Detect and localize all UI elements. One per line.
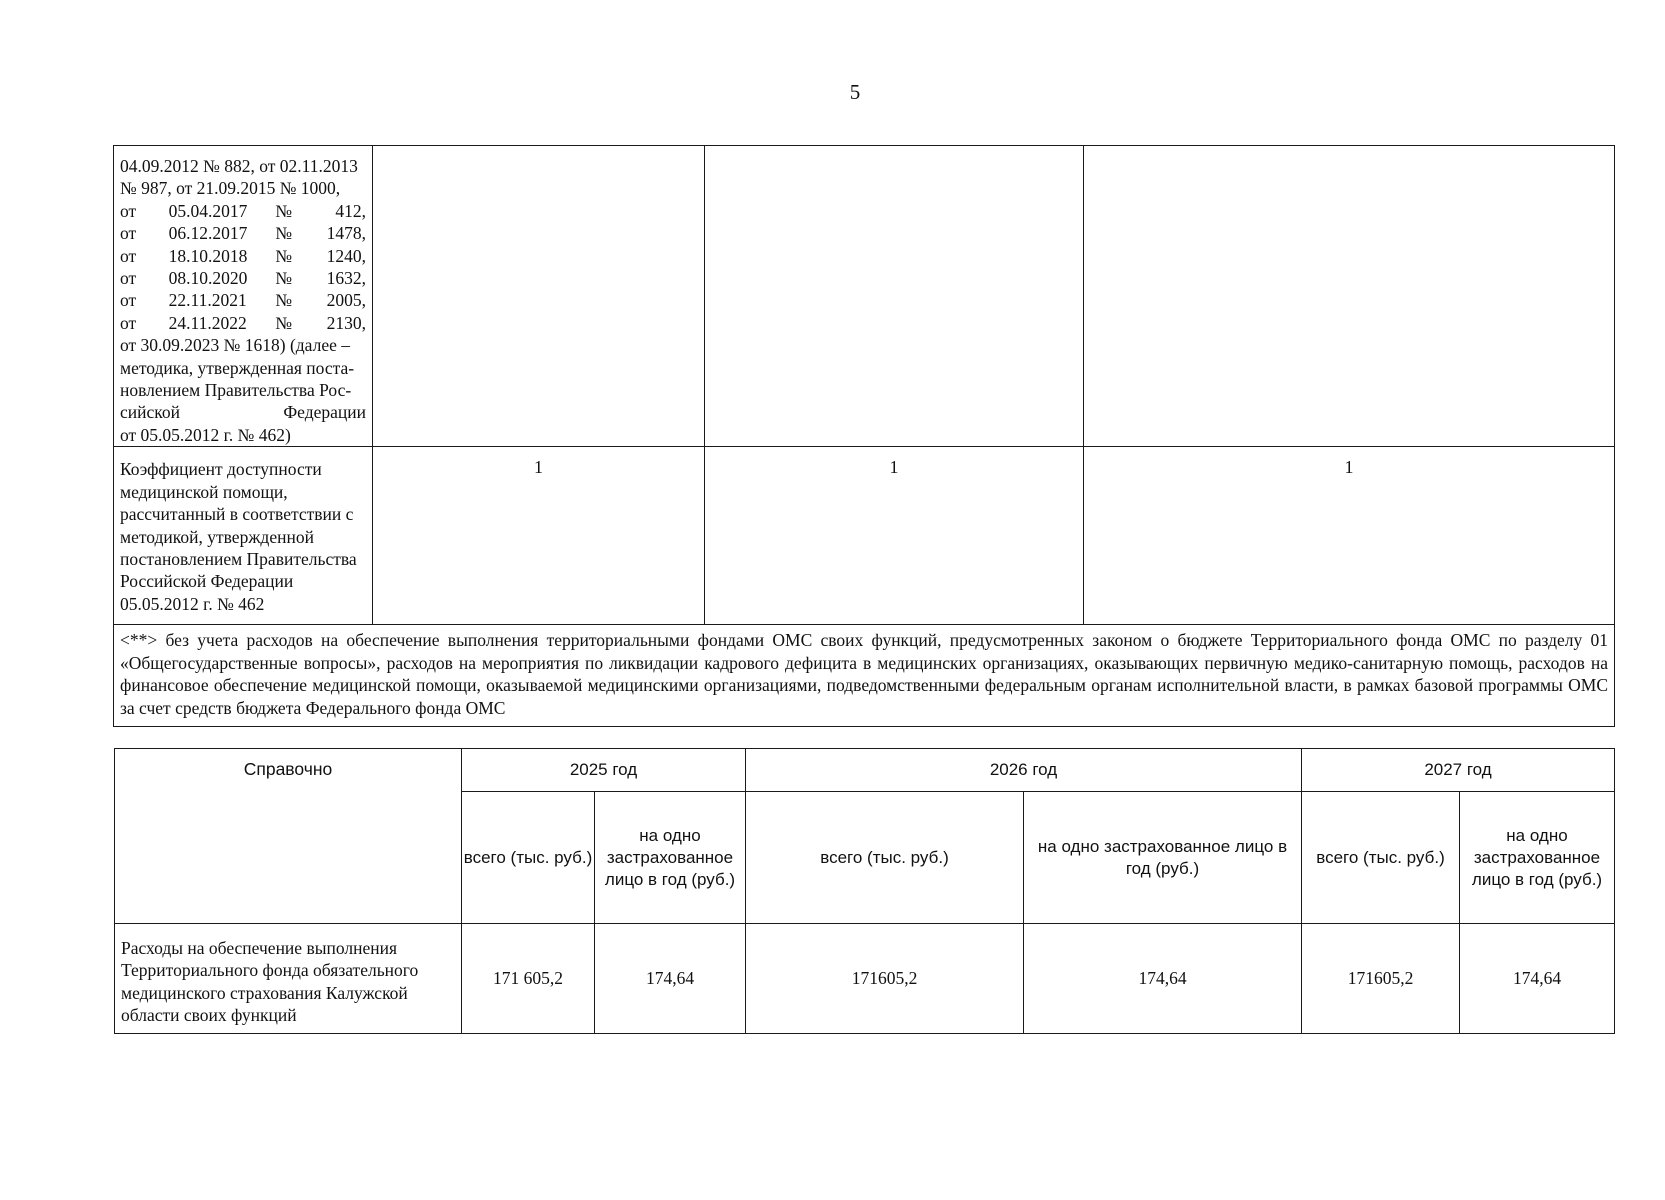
expenses-row-label: Расходы на обеспечение выполнения Территориального фонда обязательного медицинского страхования Калужской области своих функций (115, 924, 462, 1034)
text-line: от 05.05.2012 г. № 462) (120, 424, 291, 445)
indicators-table (113, 145, 1615, 727)
amendment-pre: от (120, 312, 137, 333)
amendment-pre: от (120, 268, 137, 289)
value-2027-total: 171605,2 (1302, 924, 1460, 1034)
empty-cell (1084, 146, 1615, 447)
text-line (120, 401, 366, 423)
text-line: от 30.09.2023 № 1618) (далее – (120, 335, 350, 356)
amendment-no: № (275, 290, 293, 311)
amendment-no: № (275, 200, 293, 221)
total-column-header: всего (тыс. руб.) (746, 792, 1024, 924)
empty-cell (373, 146, 705, 447)
per-person-column-header: на одно застрахованное лицо в год (руб.) (1024, 792, 1302, 924)
total-column-header: всего (тыс. руб.) (462, 792, 595, 924)
footnote-text: <**> без учета расходов на обеспечение выполнения территориальными фондами ОМС своих функций, предусмотренных законом о бюджете Территориального фонда ОМС по разделу 01 «Общегосударственные вопросы», расходов на мероприятия по ликвидации кадрового дефицита в медицинских организациях, оказывающих первичную медико-санитарную помощь, расходов на финансовое обеспечение медицинской помощи, оказываемой медицинскими организациями, подведомственными федеральным органам исполнительной власти, в рамках базовой программы ОМС за счет средств бюджета Федерального фонда ОМС (114, 625, 1615, 726)
empty-cell (705, 146, 1084, 447)
amendment-pre: от (120, 223, 137, 244)
amendment-no: № (275, 268, 293, 289)
text-line: новлением Правительства Рос- (120, 380, 352, 401)
text-line: медицинской помощи, (120, 481, 288, 502)
continuation-row (114, 146, 1615, 447)
value-2027-per-person: 174,64 (1460, 924, 1615, 1034)
amendment-date: 06.12.2017 (168, 223, 248, 244)
amendment-date: 18.10.2018 (168, 245, 248, 266)
amendment-pre: от (120, 200, 137, 221)
text-word: сийской (120, 402, 180, 423)
text-line: № 987, от 21.09.2015 № 1000, (120, 178, 341, 199)
amendment-num: 2130, (326, 312, 366, 333)
total-column-header: всего (тыс. руб.) (1302, 792, 1460, 924)
value-2025-total: 171 605,2 (462, 924, 595, 1034)
amendment-num: 412, (335, 200, 366, 221)
text-word: Федерации (283, 402, 366, 423)
coefficient-value: 1 (1084, 447, 1615, 625)
coefficient-label-cell (114, 447, 373, 625)
regulation-reference-cell (114, 146, 373, 447)
amendment-no: № (275, 223, 293, 244)
expenses-row (115, 924, 1615, 1034)
amendment-pre: от (120, 290, 137, 311)
coefficient-value: 1 (373, 447, 705, 625)
amendment-no: № (275, 312, 293, 333)
year-2025-header: 2025 год (462, 749, 746, 792)
amendment-line (120, 289, 366, 311)
amendment-num: 2005, (326, 290, 366, 311)
text-line: методикой, утвержденной (120, 526, 314, 547)
text-line: 05.05.2012 г. № 462 (120, 593, 265, 614)
footnote-row (114, 625, 1615, 726)
amendment-num: 1632, (326, 268, 366, 289)
value-2025-per-person: 174,64 (595, 924, 746, 1034)
amendment-date: 05.04.2017 (168, 200, 248, 221)
year-header-row (115, 749, 1615, 792)
text-line: рассчитанный в соответствии с (120, 504, 354, 525)
amendment-num: 1478, (326, 223, 366, 244)
amendment-date: 22.11.2021 (168, 290, 247, 311)
value-2026-per-person: 174,64 (1024, 924, 1302, 1034)
amendment-no: № (275, 245, 293, 266)
amendment-date: 08.10.2020 (168, 268, 248, 289)
amendment-num: 1240, (326, 245, 366, 266)
amendment-pre: от (120, 245, 137, 266)
text-line: Коэффициент доступности (120, 459, 322, 480)
year-2026-header: 2026 год (746, 749, 1302, 792)
text-line: 04.09.2012 № 882, от 02.11.2013 (120, 156, 358, 176)
value-2026-total: 171605,2 (746, 924, 1024, 1034)
page-number: 5 (849, 80, 861, 104)
year-2027-header: 2027 год (1302, 749, 1615, 792)
per-person-column-header: на одно застрахованное лицо в год (руб.) (595, 792, 746, 924)
coefficient-value: 1 (705, 447, 1084, 625)
amendment-line (120, 267, 366, 289)
text-line: Российской Федерации (120, 571, 294, 592)
amendment-line (120, 200, 366, 222)
coefficient-row (114, 447, 1615, 625)
reference-label: Справочно (115, 749, 462, 924)
amendment-line (120, 222, 366, 244)
amendment-date: 24.11.2022 (168, 312, 247, 333)
amendment-line (120, 312, 366, 334)
per-person-column-header: на одно застрахованное лицо в год (руб.) (1460, 792, 1615, 924)
text-line: постановлением Правительства (120, 548, 357, 569)
text-line: методика, утвержденная поста- (120, 357, 355, 378)
amendment-line (120, 245, 366, 267)
reference-table (114, 748, 1615, 1034)
